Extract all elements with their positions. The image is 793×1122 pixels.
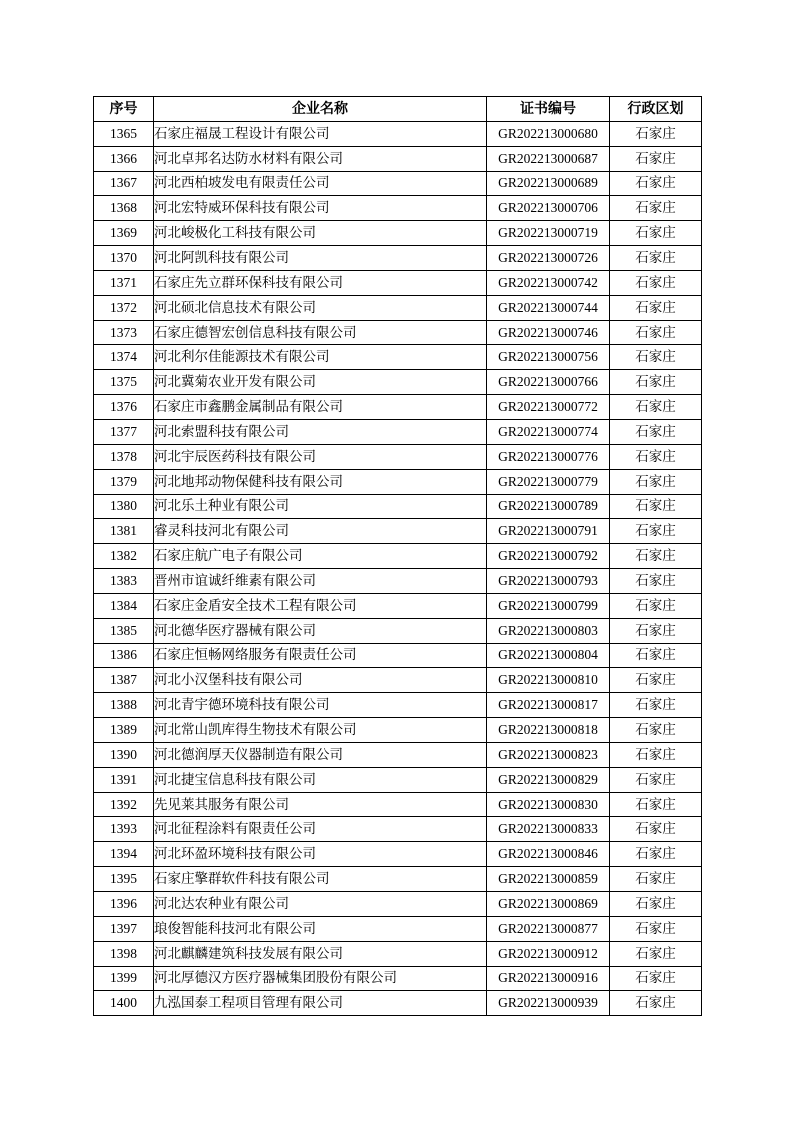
cell-company-name: 石家庄航广电子有限公司 xyxy=(154,544,487,569)
cell-index: 1381 xyxy=(94,519,154,544)
cell-region: 石家庄 xyxy=(610,345,702,370)
cell-company-name: 河北地邦动物保健科技有限公司 xyxy=(154,469,487,494)
header-certificate-number: 证书编号 xyxy=(487,97,610,122)
table-row xyxy=(94,718,702,743)
table-row xyxy=(94,817,702,842)
cell-certificate-number: GR202213000789 xyxy=(487,494,610,519)
cell-region: 石家庄 xyxy=(610,196,702,221)
cell-certificate-number: GR202213000810 xyxy=(487,668,610,693)
cell-company-name: 晋州市谊诚纤维素有限公司 xyxy=(154,569,487,594)
cell-certificate-number: GR202213000706 xyxy=(487,196,610,221)
table-row xyxy=(94,320,702,345)
cell-certificate-number: GR202213000877 xyxy=(487,916,610,941)
cell-region: 石家庄 xyxy=(610,419,702,444)
cell-region: 石家庄 xyxy=(610,643,702,668)
cell-region: 石家庄 xyxy=(610,370,702,395)
table-row xyxy=(94,444,702,469)
table-row xyxy=(94,693,702,718)
table-row xyxy=(94,742,702,767)
cell-certificate-number: GR202213000823 xyxy=(487,742,610,767)
cell-company-name: 睿灵科技河北有限公司 xyxy=(154,519,487,544)
table-row xyxy=(94,221,702,246)
cell-index: 1389 xyxy=(94,718,154,743)
cell-certificate-number: GR202213000859 xyxy=(487,867,610,892)
cell-index: 1384 xyxy=(94,593,154,618)
table-row xyxy=(94,121,702,146)
table-row xyxy=(94,395,702,420)
table-row xyxy=(94,469,702,494)
cell-company-name: 石家庄恒畅网络服务有限责任公司 xyxy=(154,643,487,668)
cell-company-name: 先见莱其服务有限公司 xyxy=(154,792,487,817)
cell-region: 石家庄 xyxy=(610,171,702,196)
cell-index: 1369 xyxy=(94,221,154,246)
cell-index: 1368 xyxy=(94,196,154,221)
cell-index: 1366 xyxy=(94,146,154,171)
cell-company-name: 河北德华医疗器械有限公司 xyxy=(154,618,487,643)
table-row xyxy=(94,966,702,991)
cell-region: 石家庄 xyxy=(610,121,702,146)
table-row xyxy=(94,643,702,668)
cell-company-name: 河北厚德汉方医疗器械集团股份有限公司 xyxy=(154,966,487,991)
cell-region: 石家庄 xyxy=(610,246,702,271)
cell-region: 石家庄 xyxy=(610,295,702,320)
cell-company-name: 河北小汉堡科技有限公司 xyxy=(154,668,487,693)
cell-company-name: 河北宏特威环保科技有限公司 xyxy=(154,196,487,221)
cell-certificate-number: GR202213000869 xyxy=(487,892,610,917)
table-row xyxy=(94,519,702,544)
cell-region: 石家庄 xyxy=(610,469,702,494)
table-row xyxy=(94,270,702,295)
table-header-row xyxy=(94,97,702,122)
cell-certificate-number: GR202213000846 xyxy=(487,842,610,867)
cell-company-name: 石家庄福晟工程设计有限公司 xyxy=(154,121,487,146)
table-row xyxy=(94,146,702,171)
cell-index: 1378 xyxy=(94,444,154,469)
cell-index: 1373 xyxy=(94,320,154,345)
cell-certificate-number: GR202213000791 xyxy=(487,519,610,544)
cell-company-name: 河北宇辰医药科技有限公司 xyxy=(154,444,487,469)
cell-index: 1367 xyxy=(94,171,154,196)
cell-company-name: 河北常山凯库得生物技术有限公司 xyxy=(154,718,487,743)
cell-region: 石家庄 xyxy=(610,618,702,643)
cell-company-name: 河北利尔佳能源技术有限公司 xyxy=(154,345,487,370)
cell-index: 1376 xyxy=(94,395,154,420)
table-row xyxy=(94,618,702,643)
cell-company-name: 石家庄德智宏创信息科技有限公司 xyxy=(154,320,487,345)
cell-certificate-number: GR202213000746 xyxy=(487,320,610,345)
cell-certificate-number: GR202213000939 xyxy=(487,991,610,1016)
table-row xyxy=(94,792,702,817)
cell-certificate-number: GR202213000779 xyxy=(487,469,610,494)
cell-index: 1375 xyxy=(94,370,154,395)
cell-index: 1392 xyxy=(94,792,154,817)
cell-certificate-number: GR202213000774 xyxy=(487,419,610,444)
table-row xyxy=(94,246,702,271)
cell-certificate-number: GR202213000916 xyxy=(487,966,610,991)
table-row xyxy=(94,593,702,618)
cell-index: 1371 xyxy=(94,270,154,295)
cell-company-name: 河北达农种业有限公司 xyxy=(154,892,487,917)
cell-company-name: 琅俊智能科技河北有限公司 xyxy=(154,916,487,941)
cell-company-name: 石家庄市鑫鹏金属制品有限公司 xyxy=(154,395,487,420)
cell-region: 石家庄 xyxy=(610,444,702,469)
cell-region: 石家庄 xyxy=(610,966,702,991)
cell-certificate-number: GR202213000744 xyxy=(487,295,610,320)
cell-company-name: 九泓国泰工程项目管理有限公司 xyxy=(154,991,487,1016)
cell-certificate-number: GR202213000803 xyxy=(487,618,610,643)
cell-certificate-number: GR202213000776 xyxy=(487,444,610,469)
cell-certificate-number: GR202213000689 xyxy=(487,171,610,196)
cell-company-name: 河北阿凯科技有限公司 xyxy=(154,246,487,271)
cell-company-name: 河北卓邦名达防水材料有限公司 xyxy=(154,146,487,171)
cell-index: 1377 xyxy=(94,419,154,444)
cell-index: 1396 xyxy=(94,892,154,917)
header-region: 行政区划 xyxy=(610,97,702,122)
cell-company-name: 石家庄擎群软件科技有限公司 xyxy=(154,867,487,892)
cell-certificate-number: GR202213000799 xyxy=(487,593,610,618)
cell-certificate-number: GR202213000792 xyxy=(487,544,610,569)
cell-index: 1374 xyxy=(94,345,154,370)
cell-index: 1391 xyxy=(94,767,154,792)
cell-certificate-number: GR202213000830 xyxy=(487,792,610,817)
cell-company-name: 河北硕北信息技术有限公司 xyxy=(154,295,487,320)
enterprise-table xyxy=(93,96,702,1016)
table-row xyxy=(94,991,702,1016)
table-row xyxy=(94,767,702,792)
cell-region: 石家庄 xyxy=(610,842,702,867)
cell-region: 石家庄 xyxy=(610,718,702,743)
cell-certificate-number: GR202213000833 xyxy=(487,817,610,842)
cell-region: 石家庄 xyxy=(610,593,702,618)
cell-company-name: 河北麒麟建筑科技发展有限公司 xyxy=(154,941,487,966)
cell-certificate-number: GR202213000687 xyxy=(487,146,610,171)
cell-index: 1394 xyxy=(94,842,154,867)
cell-company-name: 河北冀菊农业开发有限公司 xyxy=(154,370,487,395)
cell-region: 石家庄 xyxy=(610,792,702,817)
cell-company-name: 河北捷宝信息科技有限公司 xyxy=(154,767,487,792)
cell-company-name: 河北峻极化工科技有限公司 xyxy=(154,221,487,246)
cell-region: 石家庄 xyxy=(610,519,702,544)
cell-index: 1385 xyxy=(94,618,154,643)
table-row xyxy=(94,892,702,917)
table-row xyxy=(94,295,702,320)
cell-certificate-number: GR202213000719 xyxy=(487,221,610,246)
cell-company-name: 河北征程涂料有限责任公司 xyxy=(154,817,487,842)
cell-index: 1383 xyxy=(94,569,154,594)
cell-index: 1399 xyxy=(94,966,154,991)
cell-region: 石家庄 xyxy=(610,817,702,842)
cell-certificate-number: GR202213000829 xyxy=(487,767,610,792)
cell-region: 石家庄 xyxy=(610,320,702,345)
cell-certificate-number: GR202213000793 xyxy=(487,569,610,594)
cell-index: 1370 xyxy=(94,246,154,271)
cell-region: 石家庄 xyxy=(610,892,702,917)
cell-region: 石家庄 xyxy=(610,494,702,519)
table-row xyxy=(94,867,702,892)
cell-certificate-number: GR202213000912 xyxy=(487,941,610,966)
table-row xyxy=(94,569,702,594)
cell-index: 1398 xyxy=(94,941,154,966)
cell-company-name: 河北青宇德环境科技有限公司 xyxy=(154,693,487,718)
cell-certificate-number: GR202213000772 xyxy=(487,395,610,420)
cell-company-name: 河北西柏坡发电有限责任公司 xyxy=(154,171,487,196)
table-row xyxy=(94,370,702,395)
table-row xyxy=(94,196,702,221)
cell-region: 石家庄 xyxy=(610,221,702,246)
cell-certificate-number: GR202213000818 xyxy=(487,718,610,743)
cell-index: 1379 xyxy=(94,469,154,494)
cell-index: 1388 xyxy=(94,693,154,718)
cell-region: 石家庄 xyxy=(610,146,702,171)
cell-certificate-number: GR202213000766 xyxy=(487,370,610,395)
cell-index: 1372 xyxy=(94,295,154,320)
header-company-name: 企业名称 xyxy=(154,97,487,122)
cell-certificate-number: GR202213000680 xyxy=(487,121,610,146)
table-row xyxy=(94,916,702,941)
cell-index: 1387 xyxy=(94,668,154,693)
table-body xyxy=(94,121,702,1015)
cell-index: 1386 xyxy=(94,643,154,668)
cell-region: 石家庄 xyxy=(610,867,702,892)
cell-certificate-number: GR202213000742 xyxy=(487,270,610,295)
cell-region: 石家庄 xyxy=(610,916,702,941)
cell-index: 1397 xyxy=(94,916,154,941)
cell-company-name: 河北环盈环境科技有限公司 xyxy=(154,842,487,867)
cell-region: 石家庄 xyxy=(610,668,702,693)
cell-index: 1395 xyxy=(94,867,154,892)
cell-region: 石家庄 xyxy=(610,767,702,792)
cell-company-name: 石家庄金盾安全技术工程有限公司 xyxy=(154,593,487,618)
table-row xyxy=(94,494,702,519)
cell-region: 石家庄 xyxy=(610,693,702,718)
header-index: 序号 xyxy=(94,97,154,122)
cell-company-name: 石家庄先立群环保科技有限公司 xyxy=(154,270,487,295)
table-row xyxy=(94,941,702,966)
cell-region: 石家庄 xyxy=(610,991,702,1016)
cell-index: 1400 xyxy=(94,991,154,1016)
cell-region: 石家庄 xyxy=(610,544,702,569)
cell-region: 石家庄 xyxy=(610,742,702,767)
cell-index: 1382 xyxy=(94,544,154,569)
cell-company-name: 河北乐土种业有限公司 xyxy=(154,494,487,519)
cell-company-name: 河北德润厚天仪器制造有限公司 xyxy=(154,742,487,767)
cell-certificate-number: GR202213000817 xyxy=(487,693,610,718)
table-row xyxy=(94,544,702,569)
cell-region: 石家庄 xyxy=(610,569,702,594)
cell-company-name: 河北索盟科技有限公司 xyxy=(154,419,487,444)
cell-index: 1365 xyxy=(94,121,154,146)
cell-certificate-number: GR202213000804 xyxy=(487,643,610,668)
cell-region: 石家庄 xyxy=(610,395,702,420)
table-row xyxy=(94,668,702,693)
table-row xyxy=(94,171,702,196)
cell-certificate-number: GR202213000726 xyxy=(487,246,610,271)
cell-index: 1393 xyxy=(94,817,154,842)
table-row xyxy=(94,842,702,867)
cell-region: 石家庄 xyxy=(610,270,702,295)
cell-index: 1380 xyxy=(94,494,154,519)
table-row xyxy=(94,345,702,370)
cell-index: 1390 xyxy=(94,742,154,767)
cell-certificate-number: GR202213000756 xyxy=(487,345,610,370)
cell-region: 石家庄 xyxy=(610,941,702,966)
table-row xyxy=(94,419,702,444)
